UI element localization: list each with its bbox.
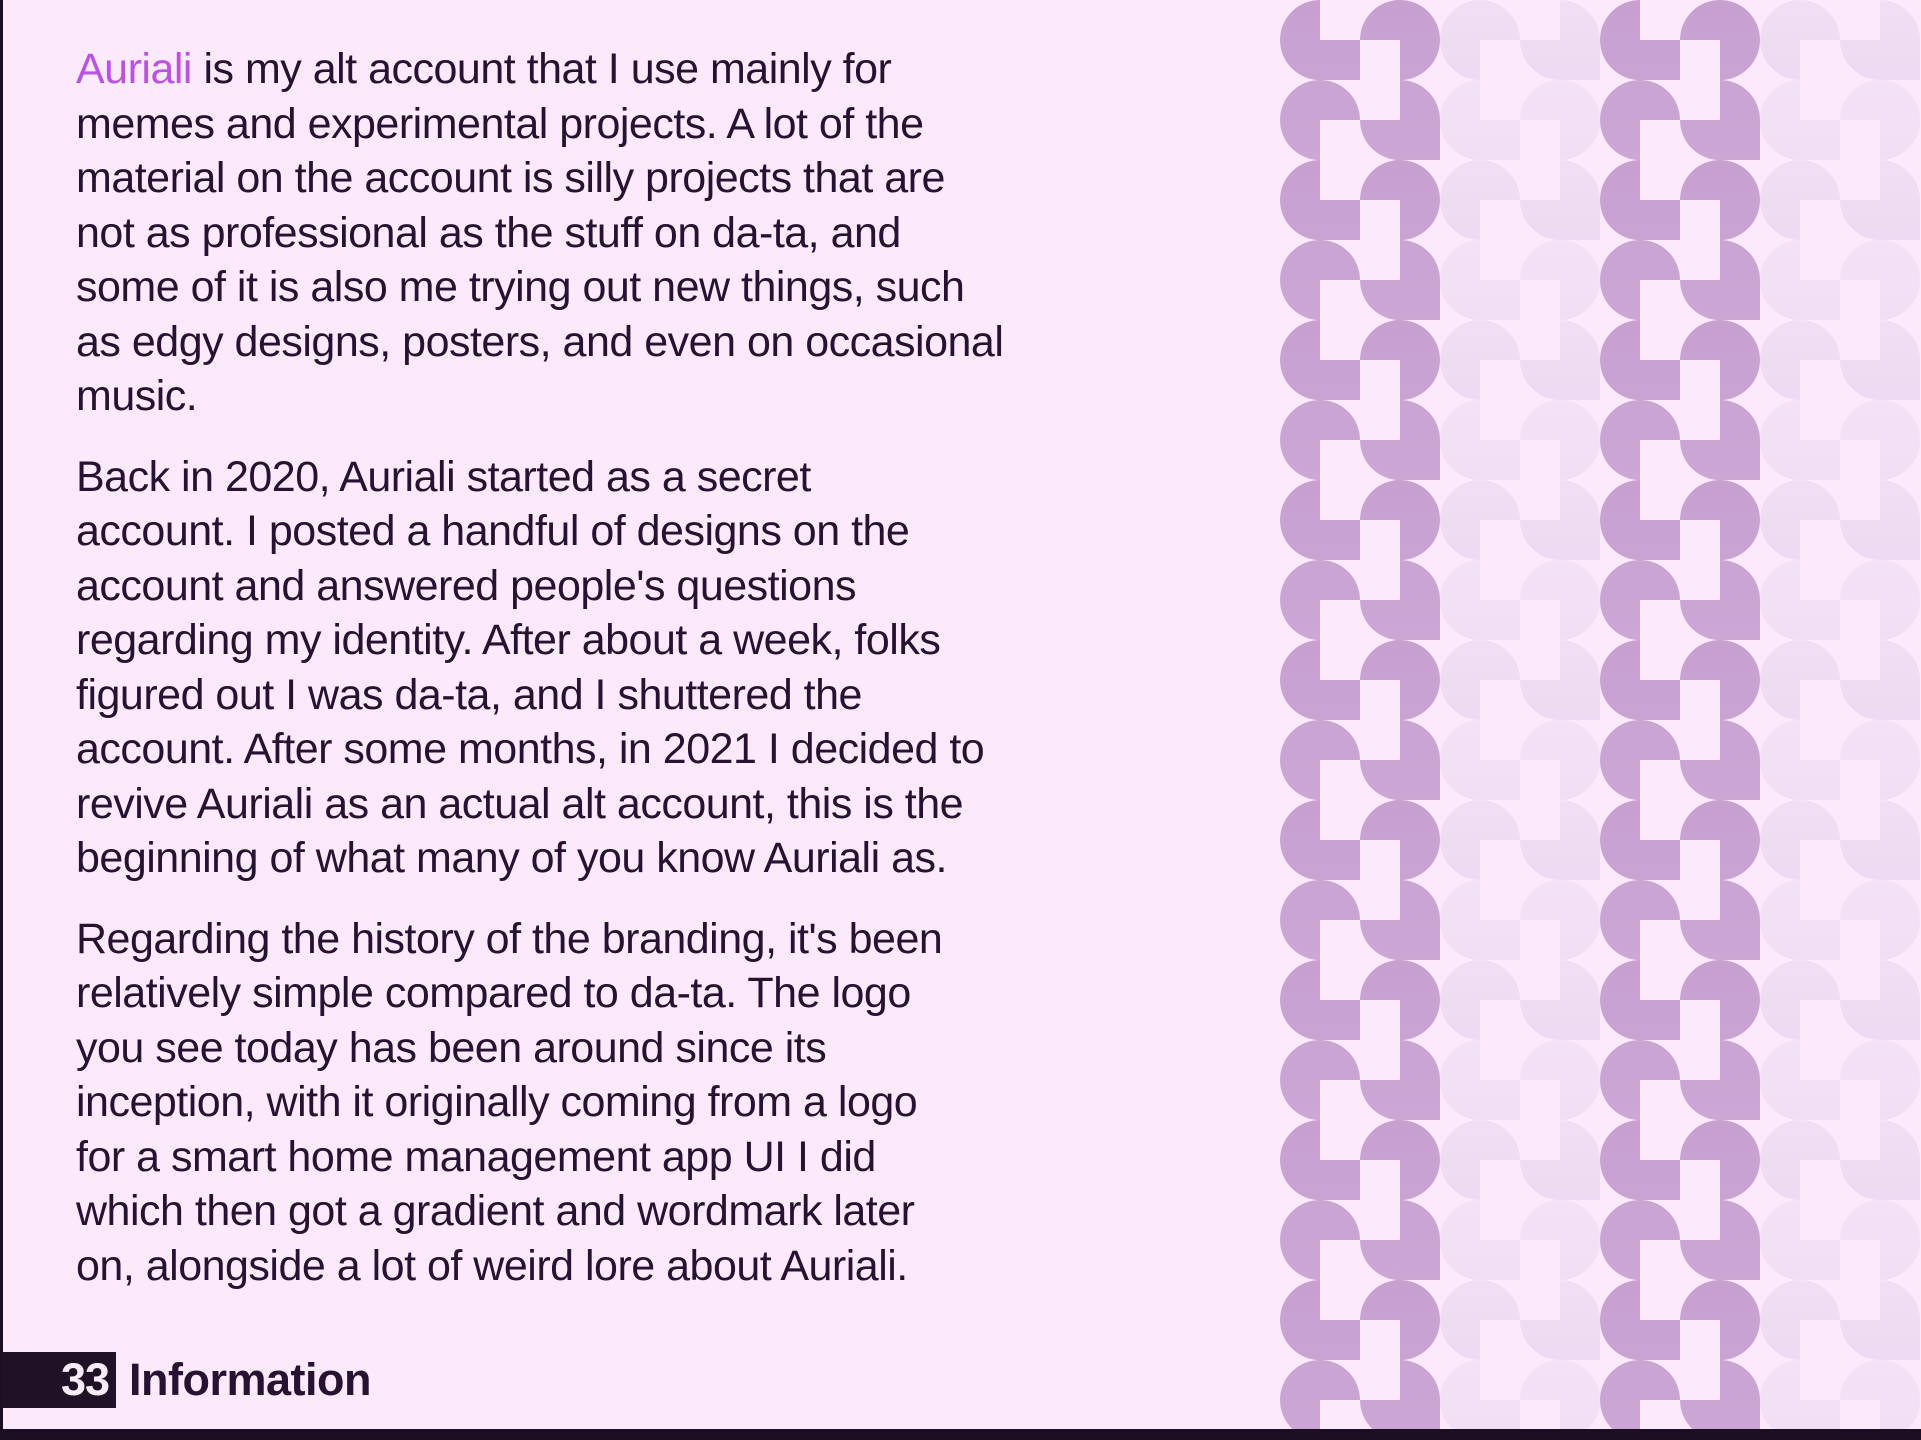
paragraph-1 — [76, 42, 1226, 424]
text-line: Back in 2020, Auriali started as a secret — [76, 452, 811, 501]
text-line: memes and experimental projects. A lot of the — [76, 99, 924, 148]
text-line: inception, with it originally coming from a logo — [76, 1078, 918, 1126]
accent-word-auriali: Auriali — [76, 45, 192, 93]
footer — [0, 1352, 371, 1408]
paragraph-2 — [76, 450, 1226, 886]
text-line: revive Auriali as an actual alt account, this is the — [76, 779, 964, 828]
text-line: regarding my identity. After about a week, folks — [76, 616, 941, 664]
text-line: which then got a gradient and wordmark later — [76, 1187, 915, 1235]
bottom-edge-bar — [0, 1429, 1921, 1440]
text-line: account. I posted a handful of designs on the — [76, 507, 910, 555]
text-line — [76, 42, 1226, 97]
text-line: account and answered people's questions — [76, 561, 856, 610]
paragraph-3-lines — [76, 912, 1226, 1294]
text-line: some of it is also me trying out new things, such — [76, 263, 965, 311]
text-line: figured out I was da-ta, and I shuttered the — [76, 670, 862, 719]
paragraph-1-line-1-rest: is my alt account that I use mainly for — [192, 45, 892, 93]
text-line: Regarding the history of the branding, it's been — [76, 914, 943, 963]
text-line: on, alongside a lot of weird lore about Auriali. — [76, 1241, 908, 1290]
text-line: relatively simple compared to da-ta. The logo — [76, 969, 911, 1017]
text-line: beginning of what many of you know Auriali as. — [76, 834, 947, 882]
text-line: not as professional as the stuff on da-ta, and — [76, 208, 901, 257]
chain-pattern-svg — [1280, 0, 1921, 1440]
text-line: you see today has been around since its — [76, 1023, 827, 1072]
page-number: 33 — [60, 1354, 109, 1405]
text-line: material on the account is silly projects that are — [76, 154, 945, 202]
text-line: for a smart home management app UI I did — [76, 1132, 876, 1181]
article-body — [76, 42, 1226, 1319]
paragraph-3 — [76, 912, 1226, 1294]
left-edge-bar — [0, 0, 3, 1440]
text-line: music. — [76, 372, 198, 420]
background-chain-pattern — [1280, 0, 1921, 1440]
paragraph-1-lines — [76, 97, 1226, 424]
text-line: account. After some months, in 2021 I decided to — [76, 725, 985, 773]
text-line: as edgy designs, posters, and even on occasional — [76, 317, 1004, 366]
page-number-box — [0, 1352, 116, 1408]
paragraph-2-lines — [76, 450, 1226, 886]
section-label: Information — [129, 1354, 371, 1405]
